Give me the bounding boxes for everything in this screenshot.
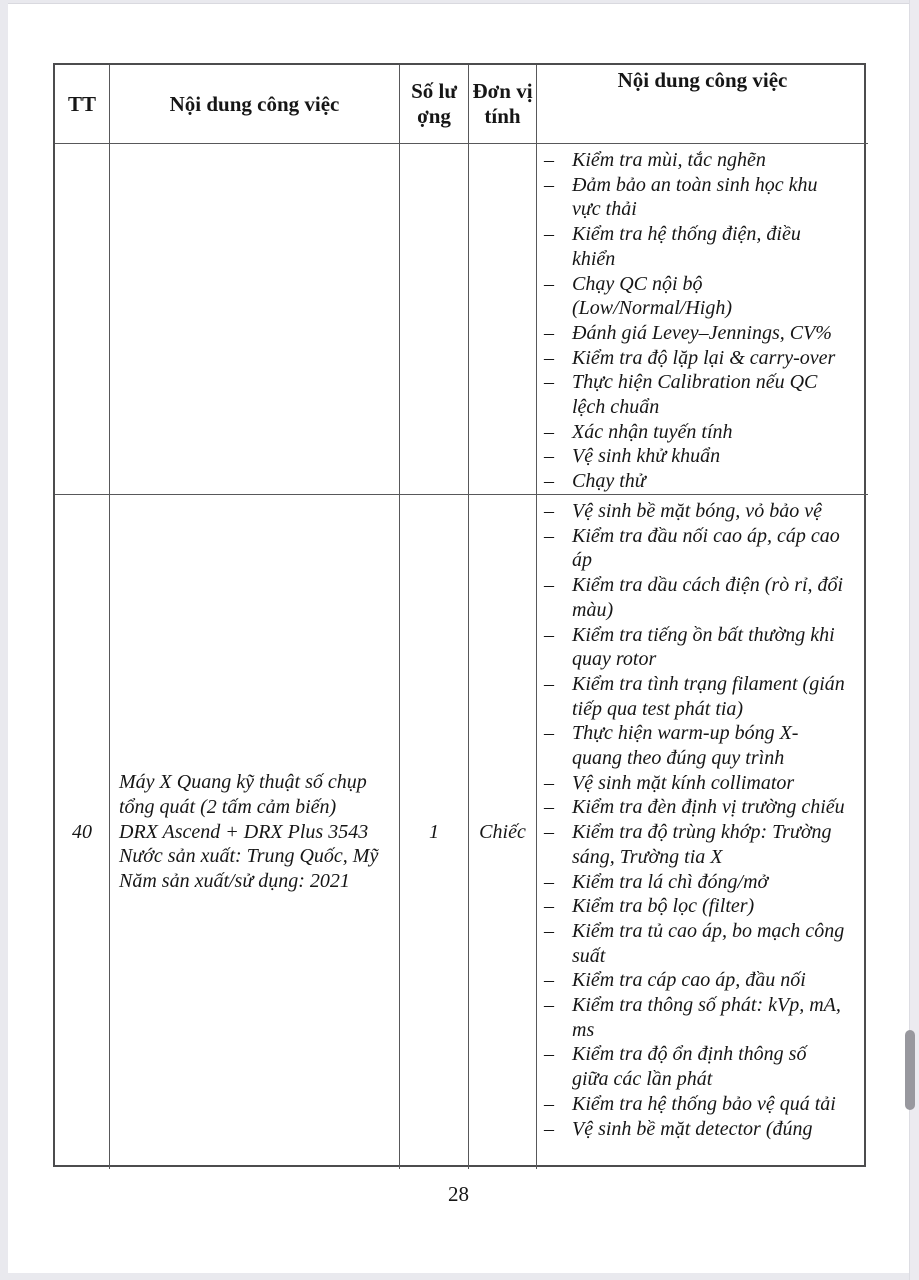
task-item: [537, 148, 868, 173]
task-item: [537, 1117, 868, 1142]
description-line: Máy X Quang kỹ thuật số chụp tổng quát (2 tấm cảm biến): [119, 771, 367, 818]
dash-marker: –: [544, 771, 554, 794]
task-text: Kiểm tra mùi, tắc nghẽn: [572, 149, 766, 171]
dash-marker: –: [544, 420, 554, 443]
header-work-content-left: Nội dung công việc: [110, 65, 400, 144]
description-line: Năm sản xuất/sử dụng: 2021: [119, 870, 350, 893]
task-item: [537, 346, 868, 371]
header-work-content-right: Nội dung công việc: [537, 65, 868, 144]
row2-description-cell: [110, 495, 400, 1169]
task-text: Kiểm tra đèn định vị trường chiếu: [572, 796, 845, 819]
task-item: [537, 993, 868, 1042]
task-text: Thực hiện warm-up bóng X-quang theo đúng quy trình: [572, 722, 799, 770]
task-item: [537, 771, 868, 796]
task-item: [537, 420, 868, 445]
dash-marker: –: [544, 994, 554, 1017]
dash-marker: –: [544, 1092, 554, 1115]
task-text: Chạy thử: [572, 470, 646, 493]
row1-tasks-cell: [537, 144, 868, 495]
dash-marker: –: [544, 969, 554, 992]
row2-tt-cell: 40: [55, 495, 110, 1169]
task-text: Chạy QC nội bộ (Low/Normal/High): [572, 272, 733, 320]
row2-quantity-cell: 1: [400, 495, 469, 1169]
task-item: [537, 672, 868, 721]
dash-marker: –: [544, 821, 554, 844]
task-text: Kiểm tra độ ổn định thông số giữa các lần phát: [572, 1043, 807, 1091]
task-item: [537, 469, 868, 494]
task-text: Kiểm tra dầu cách điện (rò rỉ, đổi màu): [572, 574, 844, 621]
dash-marker: –: [544, 796, 554, 819]
dash-marker: –: [544, 870, 554, 893]
task-text: Kiểm tra bộ lọc (filter): [572, 895, 755, 918]
dash-marker: –: [544, 223, 554, 246]
dash-marker: –: [544, 574, 554, 597]
task-text: Kiểm tra độ lặp lại & carry-over: [572, 346, 836, 369]
maintenance-table: [53, 63, 866, 1167]
task-text: Xác nhận tuyến tính: [572, 420, 733, 443]
task-item: [537, 894, 868, 919]
task-text: Thực hiện Calibration nếu QC lệch chuẩn: [572, 371, 818, 419]
task-text: Kiểm tra đầu nối cao áp, cáp cao áp: [572, 524, 840, 572]
dash-marker: –: [544, 1043, 554, 1066]
document-page: [8, 3, 909, 1273]
task-item: [537, 499, 868, 524]
task-text: Vệ sinh mặt kính collimator: [572, 771, 795, 794]
dash-marker: –: [544, 445, 554, 468]
task-text: Kiểm tra tình trạng filament (gián tiếp qua test phát tia): [572, 672, 845, 720]
row2-unit-cell: Chiếc: [469, 495, 537, 1169]
task-item: [537, 870, 868, 895]
dash-marker: –: [544, 149, 554, 171]
task-item: [537, 721, 868, 770]
row2-tasks-cell: [537, 495, 868, 1169]
dash-marker: –: [544, 500, 554, 522]
task-text: Vệ sinh khử khuẩn: [572, 445, 721, 468]
task-item: [537, 968, 868, 993]
task-item: [537, 795, 868, 820]
task-text: Kiểm tra tiếng ồn bất thường khi quay rotor: [572, 623, 835, 671]
dash-marker: –: [544, 371, 554, 394]
dash-marker: –: [544, 1117, 554, 1140]
dash-marker: –: [544, 321, 554, 344]
task-text: Kiểm tra hệ thống bảo vệ quá tải: [572, 1092, 836, 1115]
header-quantity: Số lượng: [400, 65, 469, 144]
header-unit: Đơn vị tính: [469, 65, 537, 144]
row1-description-cell: [110, 144, 400, 495]
task-item: [537, 573, 868, 622]
task-item: [537, 173, 868, 222]
task-item: [537, 272, 868, 321]
dash-marker: –: [544, 623, 554, 646]
task-text: Vệ sinh bề mặt detector (đúng: [572, 1117, 813, 1140]
scrollbar-thumb[interactable]: [905, 1030, 915, 1110]
row1-quantity-cell: [400, 144, 469, 495]
task-text: Đảm bảo an toàn sinh học khu vực thải: [572, 173, 818, 221]
dash-marker: –: [544, 919, 554, 942]
dash-marker: –: [544, 346, 554, 369]
dash-marker: –: [544, 470, 554, 493]
task-item: [537, 524, 868, 573]
dash-marker: –: [544, 272, 554, 295]
task-text: Vệ sinh bề mặt bóng, vỏ bảo vệ: [572, 500, 822, 522]
task-item: [537, 820, 868, 869]
description-line: DRX Ascend + DRX Plus 3543: [119, 820, 369, 843]
dash-marker: –: [544, 722, 554, 745]
task-text: Kiểm tra lá chì đóng/mở: [572, 870, 769, 893]
dash-marker: –: [544, 173, 554, 196]
task-item: [537, 321, 868, 346]
row1-tt-cell: [55, 144, 110, 495]
dash-marker: –: [544, 524, 554, 547]
page-number: 28: [448, 1182, 469, 1206]
task-item: [537, 919, 868, 968]
task-text: Kiểm tra độ trùng khớp: Trường sáng, Trường tia X: [572, 821, 832, 868]
task-item: [537, 623, 868, 672]
task-item: [537, 444, 868, 469]
task-text: Kiểm tra cáp cao áp, đầu nối: [572, 969, 806, 992]
description-line: Nước sản xuất: Trung Quốc, Mỹ: [119, 845, 379, 868]
header-tt: TT: [55, 65, 110, 144]
task-item: [537, 1092, 868, 1117]
task-item: [537, 1042, 868, 1091]
dash-marker: –: [544, 672, 554, 695]
task-item: [537, 370, 868, 419]
task-text: Kiểm tra thông số phát: kVp, mA, ms: [572, 994, 841, 1041]
task-text: Kiểm tra hệ thống điện, điều khiển: [572, 223, 801, 270]
dash-marker: –: [544, 895, 554, 918]
task-text: Kiểm tra tủ cao áp, bo mạch công suất: [572, 919, 845, 967]
task-item: [537, 222, 868, 271]
row1-unit-cell: [469, 144, 537, 495]
task-text: Đánh giá Levey–Jennings, CV%: [572, 321, 832, 344]
